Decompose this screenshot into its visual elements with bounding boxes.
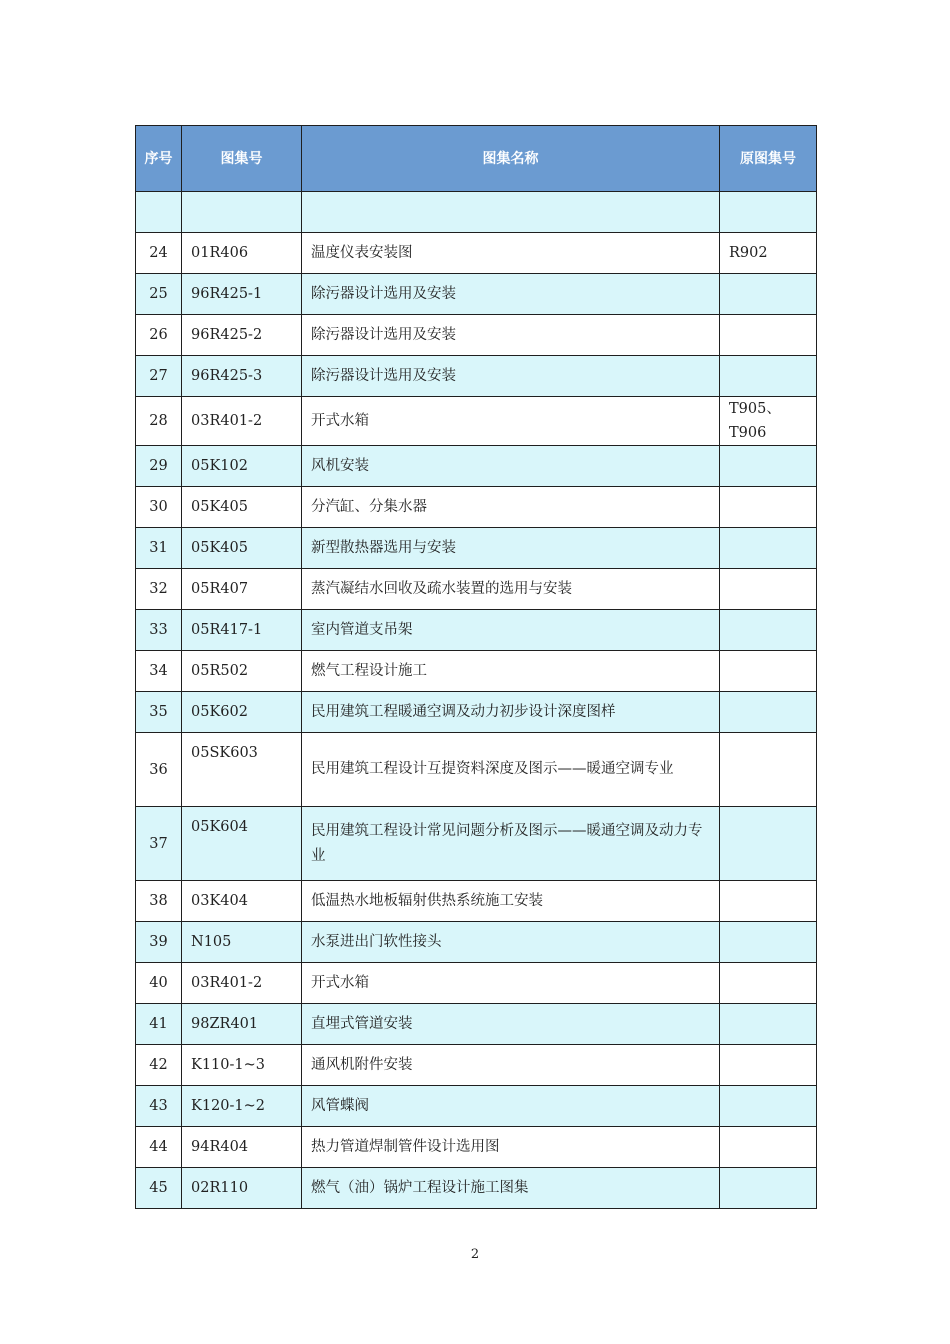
cell-code: 03K404 [182, 881, 302, 922]
cell-index [136, 192, 182, 233]
cell-code: 01R406 [182, 233, 302, 274]
cell-original-code [720, 1127, 817, 1168]
cell-code: 05K602 [182, 692, 302, 733]
cell-name: 风机安装 [302, 446, 720, 487]
table-row [136, 315, 817, 356]
page-number: 2 [470, 1247, 480, 1262]
cell-original-code [720, 274, 817, 315]
cell-original-code [720, 356, 817, 397]
cell-index: 44 [136, 1127, 182, 1168]
cell-index: 35 [136, 692, 182, 733]
cell-original-code [720, 315, 817, 356]
cell-name: 低温热水地板辐射供热系统施工安装 [302, 881, 720, 922]
cell-index: 38 [136, 881, 182, 922]
table-row [136, 922, 817, 963]
header-name: 图集名称 [302, 126, 720, 192]
cell-original-code [720, 1168, 817, 1209]
cell-index: 32 [136, 569, 182, 610]
cell-original-code [720, 192, 817, 233]
cell-name: 通风机附件安装 [302, 1045, 720, 1086]
header-code: 图集号 [182, 126, 302, 192]
table-row [136, 1004, 817, 1045]
cell-original-code: R902 [720, 233, 817, 274]
cell-index: 26 [136, 315, 182, 356]
cell-code: 96R425-1 [182, 274, 302, 315]
cell-code: K120-1~2 [182, 1086, 302, 1127]
table-body [136, 192, 817, 1209]
cell-original-code [720, 446, 817, 487]
cell-code: 05K405 [182, 487, 302, 528]
cell-index: 34 [136, 651, 182, 692]
cell-name: 新型散热器选用与安装 [302, 528, 720, 569]
cell-code: 94R404 [182, 1127, 302, 1168]
cell-name: 蒸汽凝结水回收及疏水装置的选用与安装 [302, 569, 720, 610]
table-row [136, 528, 817, 569]
cell-name: 燃气工程设计施工 [302, 651, 720, 692]
cell-code: 98ZR401 [182, 1004, 302, 1045]
table-row [136, 1127, 817, 1168]
cell-name: 室内管道支吊架 [302, 610, 720, 651]
cell-name: 除污器设计选用及安装 [302, 356, 720, 397]
table-row [136, 881, 817, 922]
table-row [136, 610, 817, 651]
cell-original-code [720, 963, 817, 1004]
cell-name: 燃气（油）锅炉工程设计施工图集 [302, 1168, 720, 1209]
cell-index: 30 [136, 487, 182, 528]
header-index: 序号 [136, 126, 182, 192]
table-row [136, 487, 817, 528]
table-row [136, 569, 817, 610]
cell-name [302, 192, 720, 233]
cell-index: 37 [136, 807, 182, 881]
cell-index: 28 [136, 397, 182, 446]
cell-code: 03R401-2 [182, 963, 302, 1004]
cell-code: N105 [182, 922, 302, 963]
cell-name: 民用建筑工程设计常见问题分析及图示——暖通空调及动力专业 [302, 807, 720, 881]
cell-code: 03R401-2 [182, 397, 302, 446]
table-row [136, 1086, 817, 1127]
table-row [136, 807, 817, 881]
cell-code: 96R425-3 [182, 356, 302, 397]
cell-original-code [720, 569, 817, 610]
cell-index: 29 [136, 446, 182, 487]
cell-original-code [720, 528, 817, 569]
cell-original-code [720, 651, 817, 692]
cell-name: 除污器设计选用及安装 [302, 315, 720, 356]
cell-code: 05R502 [182, 651, 302, 692]
cell-original-code [720, 733, 817, 807]
cell-name: 民用建筑工程暖通空调及动力初步设计深度图样 [302, 692, 720, 733]
cell-code: 02R110 [182, 1168, 302, 1209]
cell-original-code [720, 881, 817, 922]
cell-code: 05R407 [182, 569, 302, 610]
cell-original-code [720, 692, 817, 733]
table-row [136, 963, 817, 1004]
table-row [136, 1045, 817, 1086]
table-row [136, 651, 817, 692]
cell-code [182, 192, 302, 233]
cell-name: 开式水箱 [302, 963, 720, 1004]
cell-name: 水泵进出门软性接头 [302, 922, 720, 963]
cell-index: 43 [136, 1086, 182, 1127]
cell-original-code [720, 1004, 817, 1045]
cell-original-code [720, 922, 817, 963]
cell-name: 开式水箱 [302, 397, 720, 446]
table-row [136, 397, 817, 446]
cell-name: 除污器设计选用及安装 [302, 274, 720, 315]
cell-index: 40 [136, 963, 182, 1004]
cell-name: 风管蝶阀 [302, 1086, 720, 1127]
cell-index: 25 [136, 274, 182, 315]
cell-original-code [720, 487, 817, 528]
cell-original-code [720, 1086, 817, 1127]
cell-code: 96R425-2 [182, 315, 302, 356]
cell-code: 05SK603 [182, 733, 302, 807]
atlas-table [135, 125, 817, 1209]
cell-original-code [720, 610, 817, 651]
cell-original-code [720, 1045, 817, 1086]
cell-name: 分汽缸、分集水器 [302, 487, 720, 528]
table-row [136, 233, 817, 274]
cell-index: 39 [136, 922, 182, 963]
cell-code: K110-1~3 [182, 1045, 302, 1086]
table-row [136, 733, 817, 807]
cell-index: 24 [136, 233, 182, 274]
cell-index: 36 [136, 733, 182, 807]
cell-name: 民用建筑工程设计互提资料深度及图示——暖通空调专业 [302, 733, 720, 807]
cell-code: 05K604 [182, 807, 302, 881]
table-row [136, 192, 817, 233]
table-row [136, 274, 817, 315]
cell-code: 05K102 [182, 446, 302, 487]
table-row [136, 356, 817, 397]
cell-code: 05K405 [182, 528, 302, 569]
cell-name: 温度仪表安装图 [302, 233, 720, 274]
cell-index: 41 [136, 1004, 182, 1045]
cell-index: 42 [136, 1045, 182, 1086]
cell-original-code [720, 807, 817, 881]
table-header-row [136, 126, 817, 192]
cell-original-code: T905、T906 [720, 397, 817, 446]
table-row [136, 1168, 817, 1209]
cell-name: 直埋式管道安装 [302, 1004, 720, 1045]
table-row [136, 446, 817, 487]
cell-index: 45 [136, 1168, 182, 1209]
header-original-code: 原图集号 [720, 126, 817, 192]
cell-name: 热力管道焊制管件设计选用图 [302, 1127, 720, 1168]
cell-index: 27 [136, 356, 182, 397]
cell-index: 33 [136, 610, 182, 651]
cell-code: 05R417-1 [182, 610, 302, 651]
table-row [136, 692, 817, 733]
cell-index: 31 [136, 528, 182, 569]
